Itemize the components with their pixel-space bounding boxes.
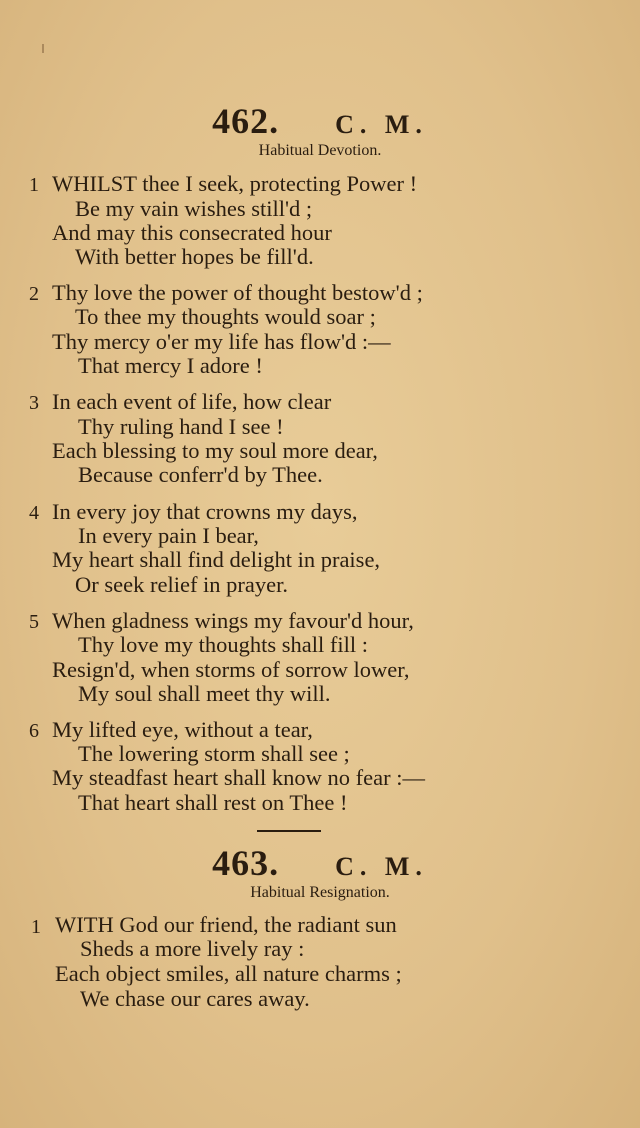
hymn-title: Habitual Devotion. bbox=[258, 142, 382, 159]
stanza-number: 2 bbox=[29, 283, 39, 305]
verse-line: We chase our cares away. bbox=[80, 986, 310, 1011]
section-divider bbox=[257, 830, 321, 832]
verse-line: When gladness wings my favour'd hour, bbox=[52, 608, 414, 633]
stanza-number: 5 bbox=[29, 611, 39, 633]
verse-line: In every joy that crowns my days, bbox=[52, 499, 358, 524]
hymn-meter: C. M. bbox=[335, 110, 428, 139]
verse-line: WITH God our friend, the radiant sun bbox=[55, 912, 397, 937]
hymn-number: 462. bbox=[212, 101, 280, 141]
verse-line: Because conferr'd by Thee. bbox=[78, 462, 323, 487]
hymn-462-heading bbox=[0, 100, 640, 142]
verse-line: That mercy I adore ! bbox=[78, 353, 263, 378]
verse-line: The lowering storm shall see ; bbox=[78, 741, 350, 766]
verse-line: Be my vain wishes still'd ; bbox=[75, 196, 313, 221]
verse-line: Each blessing to my soul more dear, bbox=[52, 438, 378, 463]
verse-line: In every pain I bear, bbox=[78, 523, 259, 548]
verse-line: Or seek relief in prayer. bbox=[75, 572, 289, 597]
verse-line: Resign'd, when storms of sorrow lower, bbox=[52, 657, 410, 682]
hymn-title: Habitual Resignation. bbox=[250, 884, 390, 901]
verse-line: In each event of life, how clear bbox=[52, 389, 332, 414]
page-mark bbox=[42, 44, 44, 53]
verse-line: My soul shall meet thy will. bbox=[78, 681, 331, 706]
verse-line: Each object smiles, all nature charms ; bbox=[55, 961, 402, 986]
verse-line: My heart shall find delight in praise, bbox=[52, 547, 381, 572]
hymn-463-heading bbox=[0, 842, 640, 884]
verse-line: WHILST thee I seek, protecting Power ! bbox=[52, 171, 418, 196]
verse-line: And may this consecrated hour bbox=[52, 220, 332, 245]
verse-line: Thy mercy o'er my life has flow'd :— bbox=[52, 329, 391, 354]
hymn-meter: C. M. bbox=[335, 852, 428, 881]
hymn-number: 463. bbox=[212, 843, 280, 883]
verse-line: Thy love the power of thought bestow'd ; bbox=[52, 280, 423, 305]
stanza-number: 1 bbox=[29, 174, 39, 196]
verse-line: My steadfast heart shall know no fear :— bbox=[52, 765, 426, 790]
verse-line: To thee my thoughts would soar ; bbox=[75, 304, 376, 329]
verse-line: Thy ruling hand I see ! bbox=[78, 414, 284, 439]
verse-line: That heart shall rest on Thee ! bbox=[78, 790, 348, 815]
stanza-number: 1 bbox=[31, 916, 41, 938]
stanza-number: 6 bbox=[29, 720, 39, 742]
verse-line: Sheds a more lively ray : bbox=[80, 936, 305, 961]
verse-line: Thy love my thoughts shall fill : bbox=[78, 632, 368, 657]
verse-line: My lifted eye, without a tear, bbox=[52, 717, 313, 742]
stanza-number: 4 bbox=[29, 502, 39, 524]
verse-line: With better hopes be fill'd. bbox=[75, 244, 314, 269]
stanza-number: 3 bbox=[29, 392, 39, 414]
